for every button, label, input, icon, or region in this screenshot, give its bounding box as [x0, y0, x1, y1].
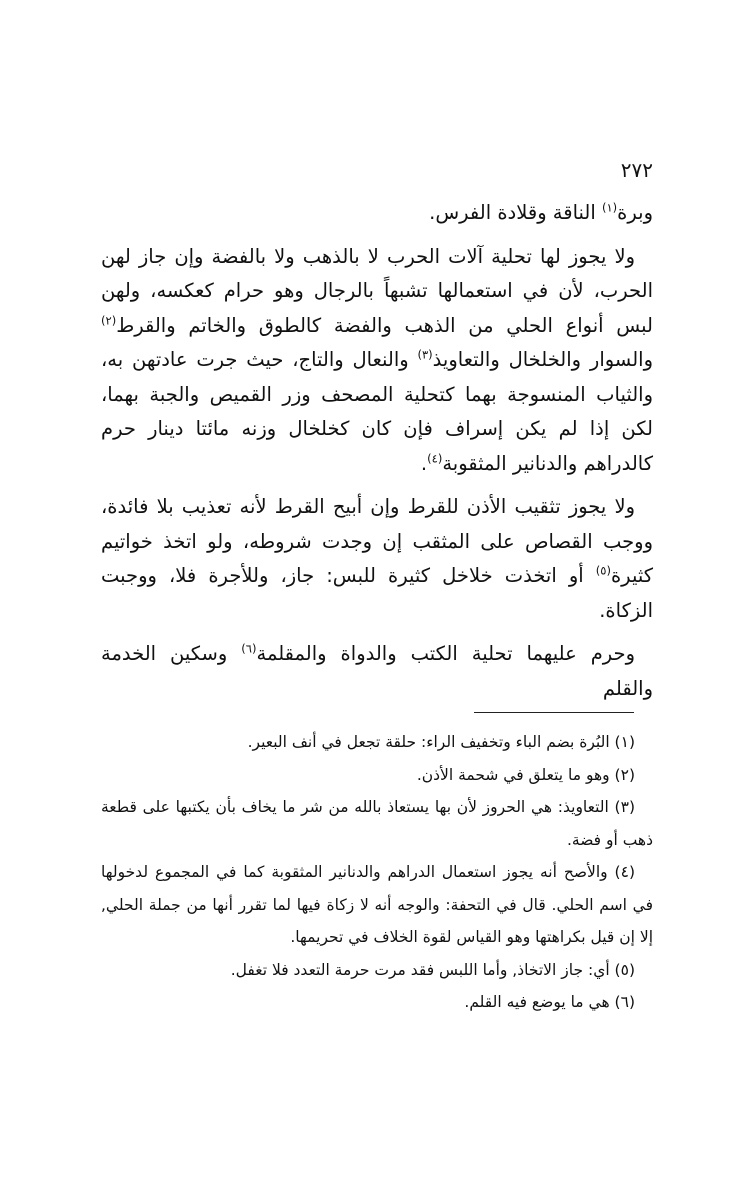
paragraph-1	[101, 196, 653, 231]
text-run: ولا يجوز لها تحلية آلات الحرب لا بالذهب ولا بالفضة وإن جاز لهن الحرب، لأن في استعمالها تشبهاً بالرجال وهو حرام كعكسه، ولهن لبس أنواع الحلي من الذهب والفضة كالطوق والخاتم والقرط	[101, 244, 653, 337]
footnote-2: (٢) وهو ما يتعلق في شحمة الأذن.	[416, 765, 635, 784]
footnote-ref[interactable]: (١)	[601, 200, 618, 215]
page-number: ٢٧٢	[620, 158, 653, 182]
footnote-separator	[474, 712, 634, 713]
footnotes	[101, 726, 653, 1019]
text-run: والنعال والتاج، حيث جرت عادتهن به، والثياب المنسوجة بهما كتحلية المصحف وزر القميص والجبة بهما، لكن إذا لم يكن إسراف فإن كان كخلخال وزنه مائتا دينار حرم كالدراهم والدنانير المثقوبة	[101, 348, 653, 475]
footnote-6: (٦) هي ما يوضع فيه القلم.	[464, 993, 635, 1011]
footnote-ref[interactable]: (٥)	[595, 563, 611, 578]
text-run: أو اتخذت خلاخل كثيرة للبس: جاز، وللأجرة فلا، ووجبت الزكاة.	[101, 564, 653, 622]
text-run: والسوار والخلخال والتعاويذ	[432, 348, 653, 371]
text-run: وبرة	[617, 201, 653, 224]
text-run: وسكين الخدمة والقلم	[101, 642, 653, 700]
paragraph-3	[101, 490, 653, 628]
text-run: .	[420, 451, 428, 475]
text-run: وحرم عليهما تحلية الكتب والدواة والمقلمة	[256, 642, 635, 665]
paragraph-2	[101, 240, 653, 482]
footnote-3: (٣) التعاويذ: هي الحروز لأن بها يستعاذ بالله من شر ما يخاف بأن يكتبها على قطعة ذهب أو فضة.	[101, 798, 653, 849]
footnote-ref[interactable]: (٣)	[417, 347, 433, 362]
footnote-5: (٥) أي: جاز الاتخاذ, وأما اللبس فقد مرت حرمة التعدد فلا تغفل.	[230, 960, 635, 979]
text-run: الناقة وقلادة الفرس.	[429, 201, 602, 224]
footnote-ref[interactable]: (٤)	[427, 451, 443, 465]
main-text	[101, 196, 653, 715]
footnote-1: (١) البُرة بضم الباء وتخفيف الراء: حلقة تجعل في أنف البعير.	[247, 733, 635, 751]
footnote-4: (٤) والأصح أنه يجوز استعمال الدراهم والدنانير المثقوبة كما في المجموع لدخولها في اسم الحلي. قال في التحفة: والوجه أنه لا زكاة فيها لما تقرر أنها من جملة الحلي, إلا إن قيل بكراهتها وهو القياس لقوة الخلاف في تحريمها.	[101, 863, 653, 946]
footnote-ref[interactable]: (٢)	[101, 313, 117, 327]
paragraph-4	[101, 637, 653, 706]
text-run: ولا يجوز تثقيب الأذن للقرط وإن أبيح القرط لأنه تعذيب بلا فائدة، ووجب القصاص على المثقب إن وجدت شروطه، ولو اتخذ خواتيم كثيرة	[101, 495, 653, 587]
footnote-ref[interactable]: (٦)	[241, 641, 257, 656]
